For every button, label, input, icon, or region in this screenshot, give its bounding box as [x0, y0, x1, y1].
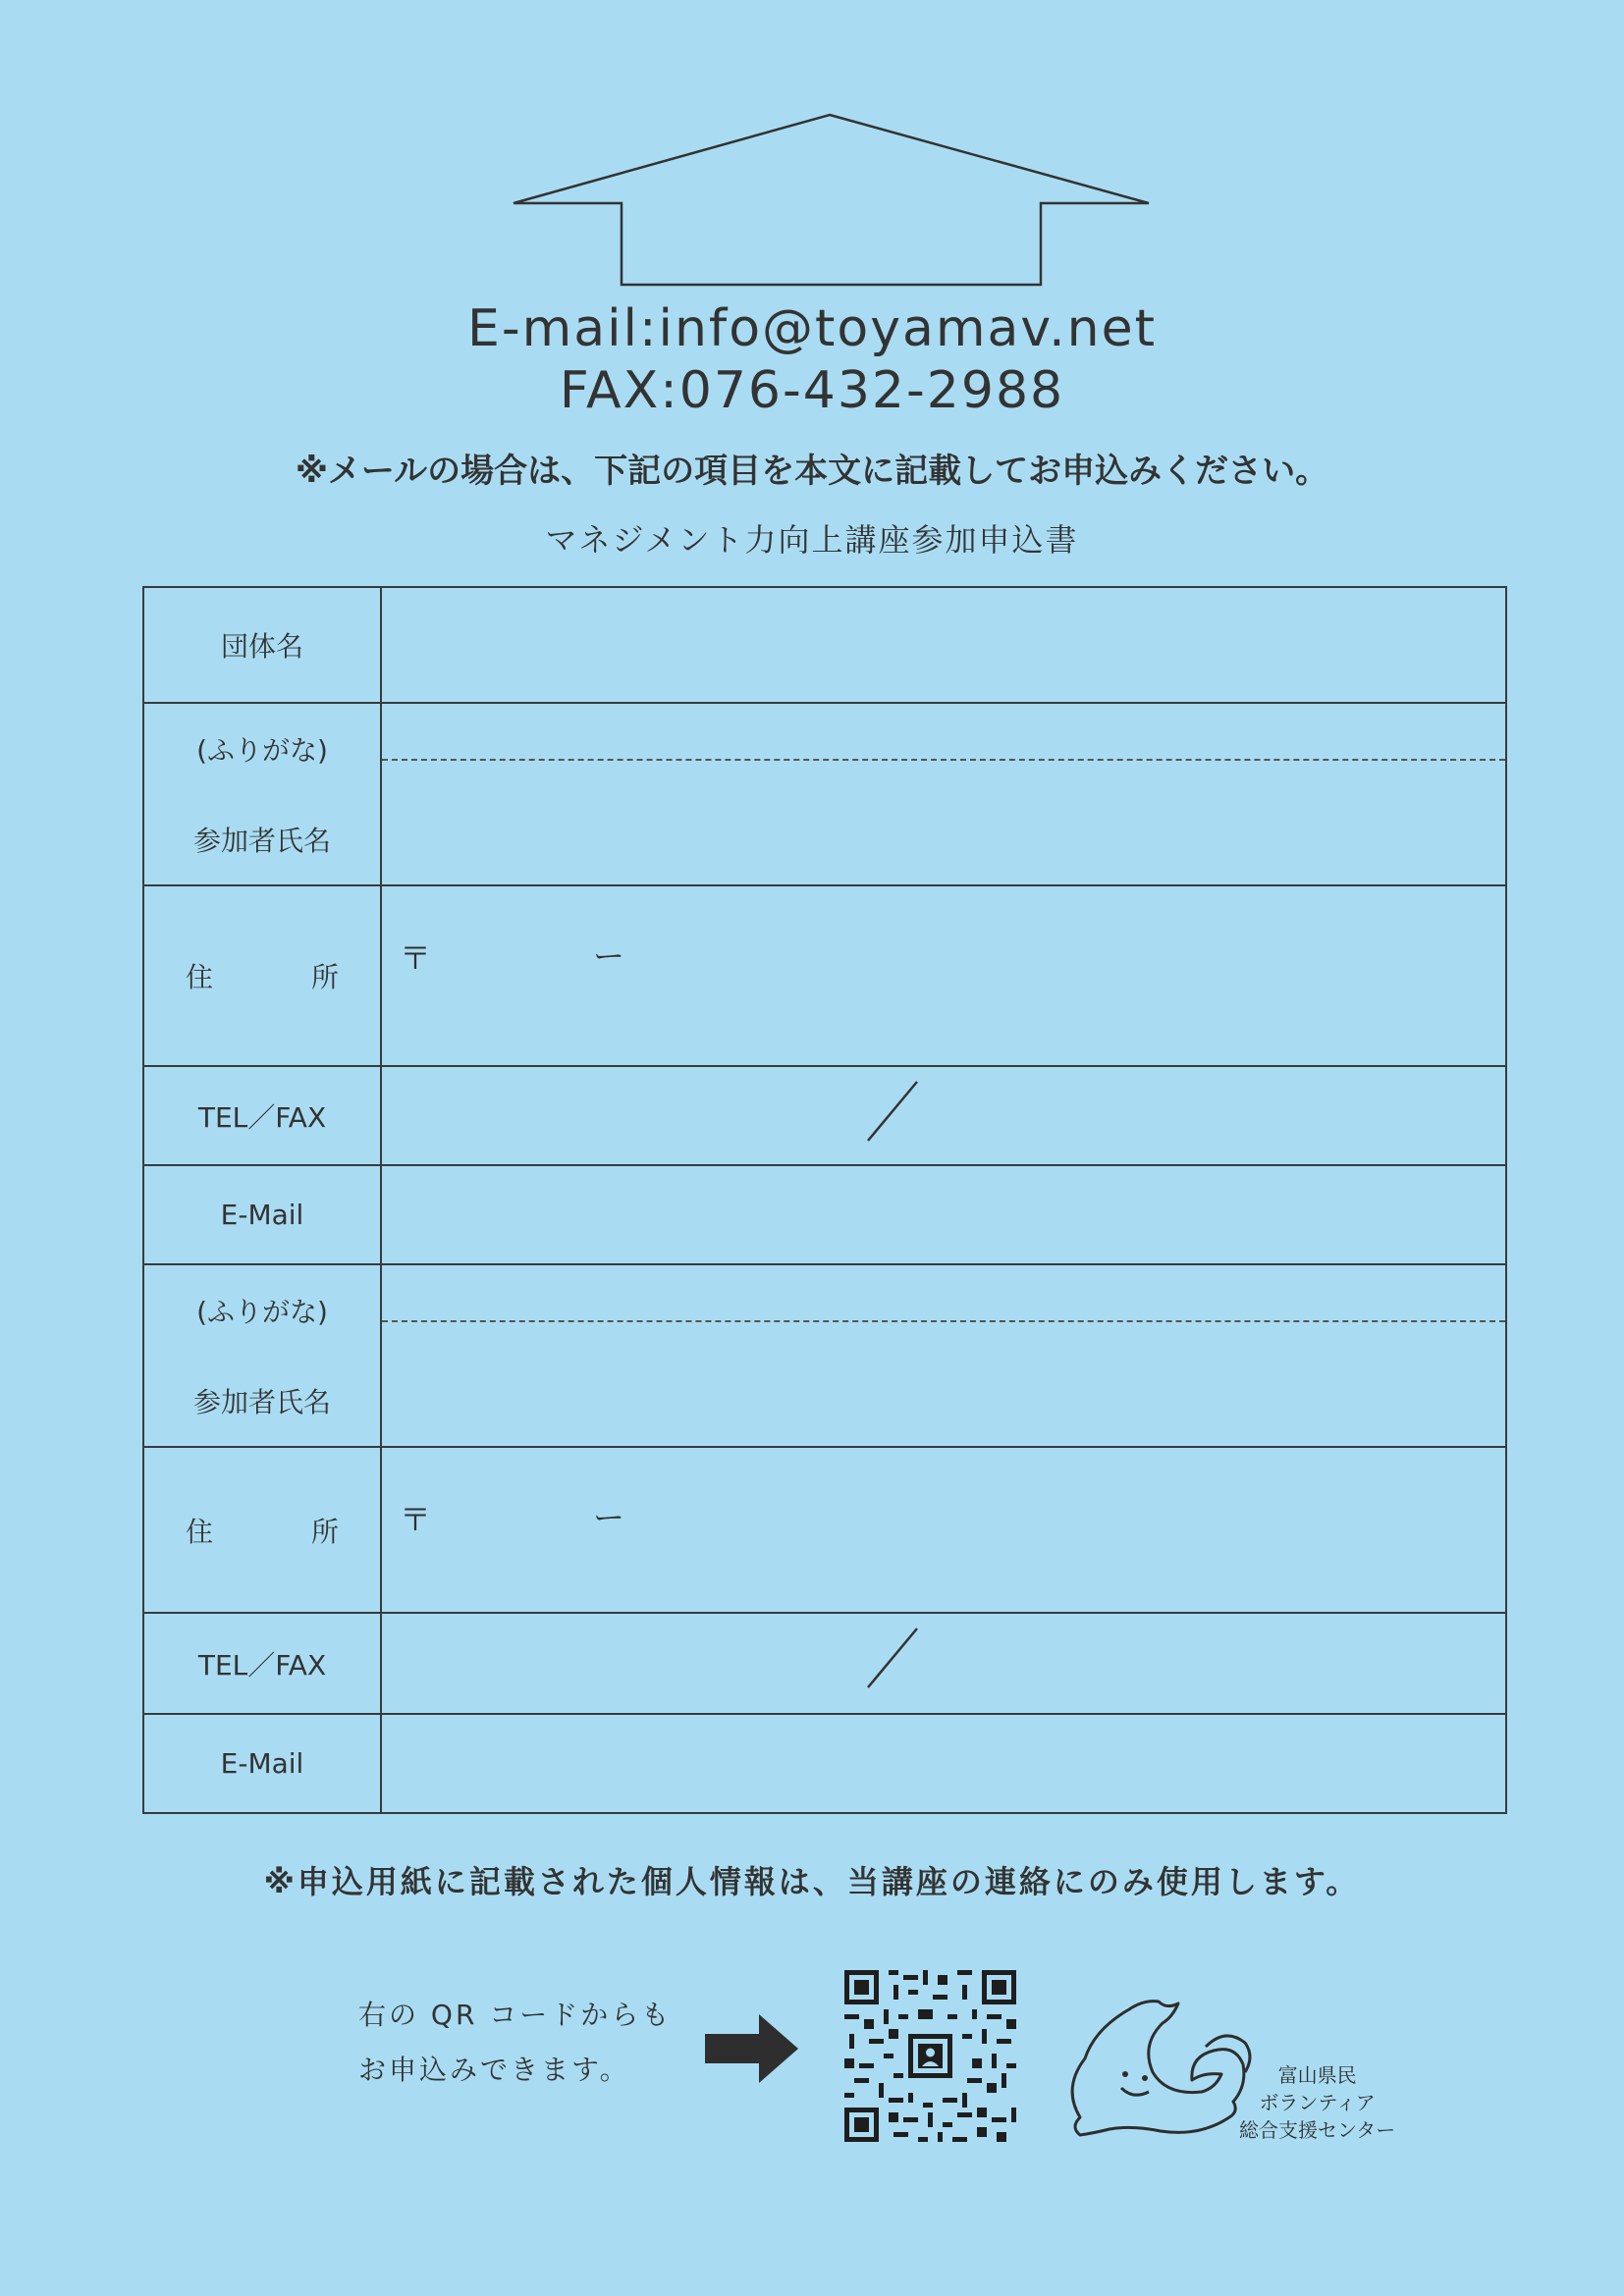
tel-fax-field[interactable]	[381, 1613, 1506, 1714]
address-label-2: 所	[311, 1515, 340, 1548]
qr-instructions-line2: お申込みできます。	[358, 2054, 630, 2086]
slash-separator-icon	[863, 1624, 922, 1692]
postal-mark: 〒	[400, 939, 432, 977]
group-name-field[interactable]	[381, 587, 1506, 703]
org-name	[1239, 2061, 1395, 2144]
org-name-line2: ボランティア	[1259, 2091, 1376, 2114]
row-tel-fax-1	[143, 1066, 1506, 1165]
address-label	[143, 885, 381, 1066]
email-field[interactable]	[381, 1714, 1506, 1813]
qr-instructions	[358, 1988, 672, 2098]
postal-dash: ー	[593, 1499, 625, 1536]
org-name-line3: 総合支援センター	[1239, 2118, 1396, 2142]
tel-fax-label: TEL／FAX	[143, 1613, 381, 1714]
furigana-label: (ふりがな)	[196, 734, 328, 767]
participant-label-cell	[143, 1264, 381, 1447]
participant-name-label: 参加者氏名	[192, 825, 331, 857]
row-group-name	[143, 587, 1506, 703]
furigana-divider	[382, 759, 1505, 761]
furigana-label: (ふりがな)	[196, 1296, 328, 1328]
postal-dash: ー	[593, 937, 625, 975]
slash-separator-icon	[863, 1077, 922, 1146]
address-field[interactable]	[381, 885, 1506, 1066]
participant-name-field[interactable]	[381, 703, 1506, 885]
org-name-line1: 富山県民	[1277, 2063, 1357, 2087]
participant-name-label: 参加者氏名	[192, 1386, 331, 1418]
tel-fax-field[interactable]	[381, 1066, 1506, 1165]
application-form	[142, 586, 1507, 1814]
form-title: マネジメント力向上講座参加申込書	[545, 521, 1079, 559]
address-label-1: 住	[185, 1515, 213, 1548]
contact-email: E-mail:info@toyamav.net	[466, 299, 1158, 358]
qr-code[interactable]	[839, 1965, 1021, 2147]
row-address-1	[143, 885, 1506, 1066]
arrow-right-icon	[705, 2014, 798, 2083]
group-name-label: 団体名	[143, 587, 381, 703]
qr-instructions-line1: 右の QR コードからも	[358, 1999, 673, 2031]
email-label: E-Mail	[143, 1165, 381, 1264]
email-note: ※メールの場合は、下記の項目を本文に記載してお申込みください。	[295, 452, 1329, 491]
email-label: E-Mail	[143, 1714, 381, 1813]
address-field[interactable]	[381, 1447, 1506, 1613]
contact-fax: FAX:076-432-2988	[559, 361, 1065, 420]
address-label-1: 住	[185, 961, 213, 993]
row-email-1	[143, 1165, 1506, 1264]
up-arrow-icon	[506, 110, 1154, 292]
row-address-2	[143, 1447, 1506, 1613]
address-label-2: 所	[311, 961, 340, 993]
participant-name-field[interactable]	[381, 1264, 1506, 1447]
row-tel-fax-2	[143, 1613, 1506, 1714]
row-email-2	[143, 1714, 1506, 1813]
participant-label-cell	[143, 703, 381, 885]
furigana-divider	[382, 1320, 1505, 1322]
tel-fax-label: TEL／FAX	[143, 1066, 381, 1165]
postal-mark: 〒	[400, 1501, 432, 1538]
row-participant-1	[143, 703, 1506, 885]
email-field[interactable]	[381, 1165, 1506, 1264]
row-participant-2	[143, 1264, 1506, 1447]
privacy-note: ※申込用紙に記載された個人情報は、当講座の連絡にのみ使用します。	[263, 1863, 1361, 1900]
address-label	[143, 1447, 381, 1613]
